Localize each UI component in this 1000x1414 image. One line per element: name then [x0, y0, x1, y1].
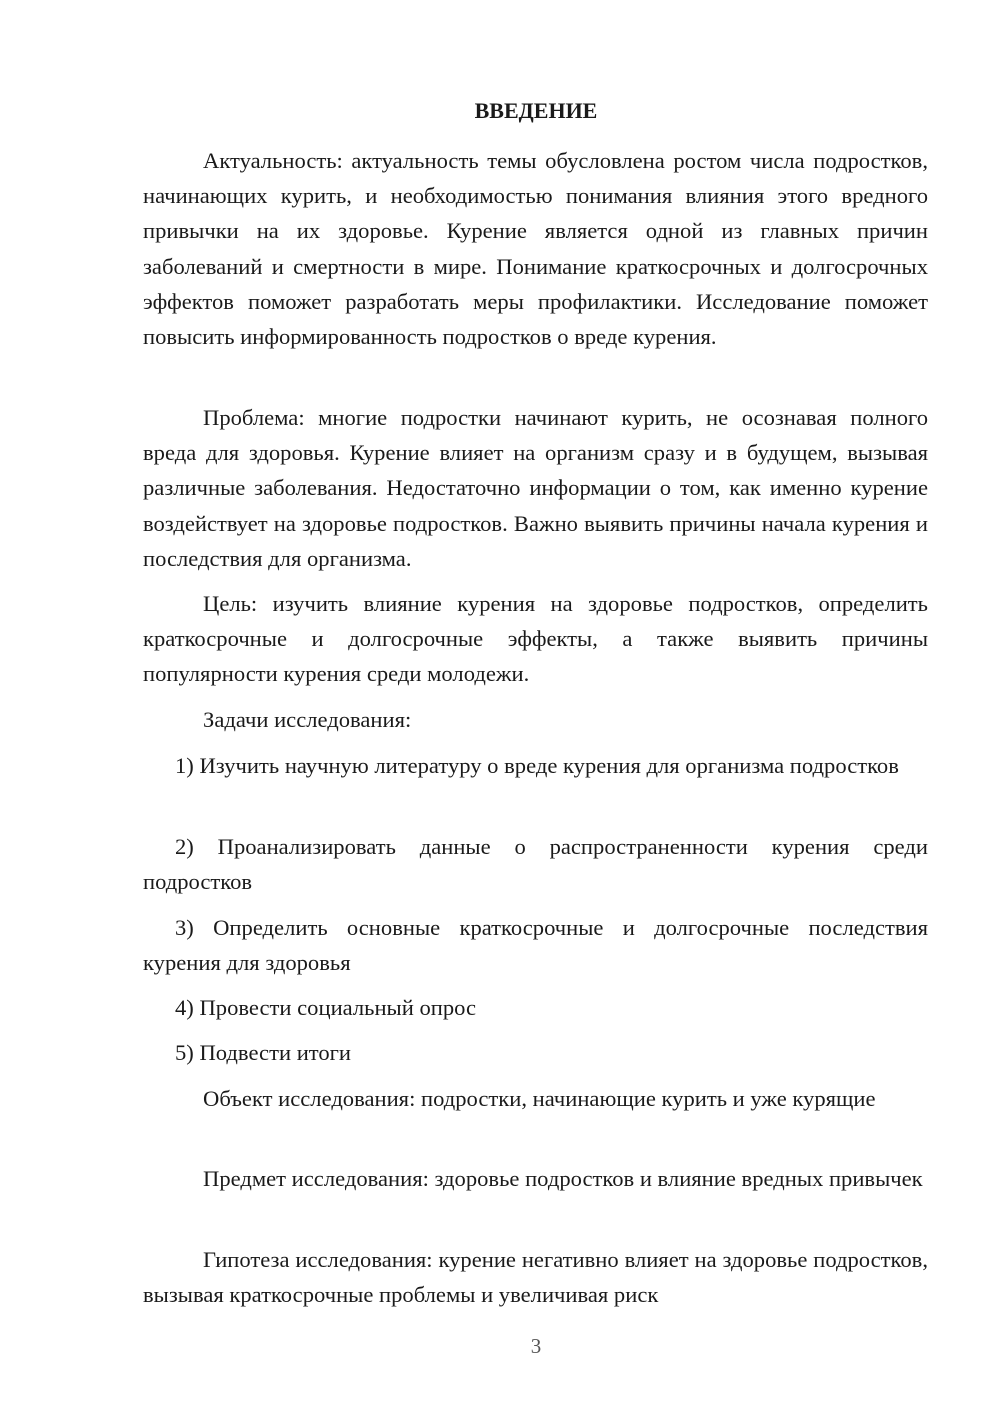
- paragraph-relevance: Актуальность: актуальность темы обусловлена ростом числа подростков, начинающих курить, и необходимостью понимания влияния этого вредного привычки на их здоровье. Курение является одной из главных причин заболеваний и смертности в мире. Понимание краткосрочных и долгосрочных эффектов поможет разработать меры профилактики. Исследование поможет повысить информированность подростков о вреде курения.: [143, 148, 928, 350]
- task-item-3: 3) Определить основные краткосрочные и долгосрочные последствия курения для здоровья: [143, 915, 928, 976]
- page-number: 3: [530, 1334, 542, 1358]
- tasks-heading: Задачи исследования:: [203, 707, 412, 732]
- paragraph-hypothesis: Гипотеза исследования: курение негативно влияет на здоровье подростков, вызывая краткосрочные проблемы и увеличивая риск: [143, 1247, 928, 1308]
- task-item-1: 1) Изучить научную литературу о вреде курения для организма подростков: [175, 753, 899, 778]
- paragraph-object: Объект исследования: подростки, начинающие курить и уже курящие: [203, 1086, 876, 1111]
- paragraph-goal: Цель: изучить влияние курения на здоровье подростков, определить краткосрочные и долгосрочные эффекты, а также выявить причины популярности курения среди молодежи.: [143, 591, 928, 687]
- task-item-4: 4) Провести социальный опрос: [175, 995, 477, 1020]
- task-item-5: 5) Подвести итоги: [175, 1040, 352, 1065]
- section-title: ВВЕДЕНИЕ: [474, 98, 598, 123]
- paragraph-subject: Предмет исследования: здоровье подростков и влияние вредных привычек: [203, 1166, 923, 1191]
- task-item-2: 2) Проанализировать данные о распространенности курения среди подростков: [143, 834, 928, 895]
- paragraph-problem: Проблема: многие подростки начинают курить, не осознавая полного вреда для здоровья. Курение влияет на организм сразу и в будущем, вызывая различные заболевания. Недостаточно информации о том, как именно курение воздействует на здоровье подростков. Важно выявить причины начала курения и последствия для организма.: [143, 405, 928, 571]
